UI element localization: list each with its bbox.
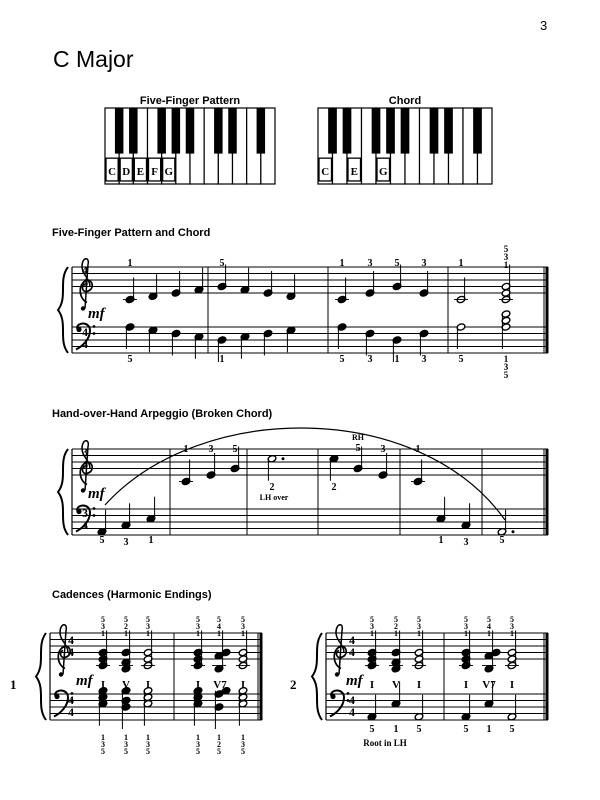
time-sig-bottom: 4: [68, 705, 74, 719]
black-key: [186, 108, 195, 154]
finger-number: 5: [217, 615, 221, 624]
finger-number: 5: [124, 747, 128, 756]
finger-number: 2: [124, 622, 128, 631]
black-key: [129, 108, 138, 154]
s1-rh-finger-labels: [128, 244, 509, 270]
roman-numeral: V7: [213, 679, 227, 691]
finger-number: 2: [394, 622, 398, 631]
finger-number: 1: [127, 258, 133, 269]
black-key: [430, 108, 439, 154]
finger-number: 5: [509, 724, 515, 735]
section-title-five-finger: Five-Finger Pattern and Chord: [52, 227, 211, 239]
time-sig-bottom: 4: [349, 705, 355, 719]
finger-number: 2: [217, 740, 221, 749]
finger-number: 5: [101, 747, 105, 756]
finger-number: 1: [464, 629, 468, 638]
finger-number: 1: [503, 354, 509, 364]
finger-number: 5: [394, 258, 400, 269]
finger-number: 3: [417, 622, 421, 631]
roman-numeral: V7: [482, 679, 496, 691]
finger-number: 3: [123, 537, 129, 548]
five-finger-pattern-label: Five-Finger Pattern: [139, 95, 241, 107]
finger-number: 5: [503, 244, 509, 254]
roman-numeral: I: [369, 679, 375, 691]
key-note-label: F: [151, 165, 158, 178]
finger-number: 1: [415, 444, 421, 455]
finger-number: 1: [217, 629, 221, 638]
time-sig-top: 4: [82, 263, 88, 277]
finger-number: 5: [196, 747, 200, 756]
finger-number: 3: [367, 258, 373, 269]
page-number: 3: [540, 18, 548, 33]
finger-number: 1: [503, 260, 509, 270]
finger-number: 1: [146, 629, 150, 638]
finger-number: 5: [99, 535, 105, 546]
finger-number: 5: [510, 615, 514, 624]
dot: [282, 457, 285, 460]
finger-number: 5: [464, 615, 468, 624]
final-bar-thick: [546, 267, 549, 353]
finger-number: 3: [241, 740, 245, 749]
time-sig-top: 4: [68, 633, 74, 647]
finger-number: 4: [487, 622, 491, 631]
finger-number: 3: [421, 354, 427, 365]
root-in-lh-label: Root in LH: [363, 738, 407, 748]
finger-number: 1: [148, 535, 154, 546]
finger-number: 1: [393, 724, 399, 735]
finger-number: 5: [196, 615, 200, 624]
finger-number: 5: [217, 747, 221, 756]
finger-number: 3: [196, 740, 200, 749]
dynamic-mf: mf: [346, 673, 363, 689]
finger-number: 3: [367, 354, 373, 365]
dynamic-mf: mf: [76, 673, 93, 689]
finger-number: 3: [101, 740, 105, 749]
chord-label: Chord: [388, 95, 422, 107]
finger-number: 1: [417, 629, 421, 638]
time-sig-top: 4: [68, 693, 74, 707]
finger-number: 3: [380, 444, 386, 455]
finger-number: 3: [124, 740, 128, 749]
finger-number: 1: [510, 629, 514, 638]
cadence-2-labels: [363, 615, 514, 748]
finger-number: 5: [503, 370, 509, 380]
brace: [58, 449, 68, 535]
finger-number: 3: [503, 362, 509, 372]
finger-number: 1: [458, 258, 464, 269]
finger-number: 5: [417, 615, 421, 624]
key-note-label: D: [122, 165, 131, 178]
example-number: 1: [10, 677, 17, 692]
time-sig-top: 3: [82, 445, 88, 459]
finger-number: 5: [101, 615, 105, 624]
roman-numeral: I: [195, 679, 201, 691]
roman-numeral: V: [392, 679, 400, 691]
black-key: [372, 108, 381, 154]
finger-number: 1: [124, 629, 128, 638]
finger-number: 3: [464, 622, 468, 631]
black-key: [401, 108, 410, 154]
finger-number: 3: [370, 622, 374, 631]
lh-over-finger: 2: [331, 482, 337, 493]
time-sig-bottom: 4: [349, 645, 355, 659]
finger-number: 1: [394, 354, 400, 365]
time-sig-top: 3: [82, 506, 88, 520]
finger-number: 1: [339, 258, 345, 269]
black-key: [343, 108, 352, 154]
finger-number: 5: [146, 747, 150, 756]
finger-number: 5: [219, 258, 225, 269]
finger-number: 5: [124, 615, 128, 624]
s1-lh-finger-labels: [128, 354, 509, 380]
roman-numeral: I: [240, 679, 246, 691]
finger-number: 3: [146, 622, 150, 631]
key-note-label: G: [378, 165, 388, 178]
five-finger-system: [58, 259, 549, 362]
finger-number: 5: [232, 444, 238, 455]
final-bar-thick: [546, 633, 549, 720]
finger-number: 5: [487, 615, 491, 624]
finger-number: 1: [183, 444, 189, 455]
finger-number: 3: [146, 740, 150, 749]
key-note-label: G: [164, 165, 174, 178]
cadence-1-labels: [101, 615, 245, 756]
finger-number: 1: [394, 629, 398, 638]
key-note-label: C: [321, 165, 330, 178]
black-key: [257, 108, 266, 154]
black-key: [115, 108, 124, 154]
roman-numeral: I: [509, 679, 515, 691]
lh-over-finger: 2: [269, 482, 275, 493]
dynamic-mf: mf: [88, 306, 105, 322]
finger-number: 5: [127, 354, 133, 365]
finger-number: 3: [510, 622, 514, 631]
finger-number: 1: [241, 733, 245, 742]
black-key: [386, 108, 395, 154]
dot: [512, 530, 515, 533]
finger-number: 1: [101, 629, 105, 638]
chord-keyboard: [318, 108, 492, 184]
finger-number: 3: [503, 252, 509, 262]
roman-numeral: I: [463, 679, 469, 691]
finger-number: 1: [217, 733, 221, 742]
finger-number: 3: [208, 444, 214, 455]
black-key: [444, 108, 453, 154]
finger-number: 3: [101, 622, 105, 631]
time-sig-top: 4: [82, 325, 88, 339]
black-key: [473, 108, 482, 154]
page-title: C Major: [53, 46, 134, 72]
time-sig-bottom: 4: [82, 518, 88, 532]
treble-clef: [334, 625, 346, 677]
brace: [312, 633, 322, 720]
black-key: [172, 108, 181, 154]
finger-number: 1: [438, 535, 444, 546]
finger-number: 5: [241, 615, 245, 624]
roman-numeral: I: [100, 679, 106, 691]
lh-over-label: LH over: [259, 493, 289, 502]
finger-number: 5: [355, 443, 361, 454]
finger-number: 1: [486, 724, 492, 735]
finger-number: 1: [487, 629, 491, 638]
brace: [58, 267, 68, 353]
finger-number: 1: [370, 629, 374, 638]
finger-number: 5: [458, 354, 464, 365]
finger-number: 5: [241, 747, 245, 756]
black-key: [328, 108, 337, 154]
key-note-label: E: [350, 165, 358, 178]
finger-number: 5: [339, 354, 345, 365]
finger-number: 1: [219, 354, 225, 365]
time-sig-top: 4: [349, 693, 355, 707]
finger-number: 5: [499, 535, 505, 546]
finger-number: 5: [394, 615, 398, 624]
black-key: [214, 108, 223, 154]
s2-lh-finger-labels: [100, 535, 505, 548]
key-note-label: E: [136, 165, 145, 178]
finger-number: 5: [369, 724, 375, 735]
finger-number: 1: [124, 733, 128, 742]
finger-number: 3: [421, 258, 427, 269]
roman-numeral: I: [416, 679, 422, 691]
finger-number: 5: [416, 724, 422, 735]
finger-number: 1: [101, 733, 105, 742]
five-finger-keyboard: [105, 108, 275, 184]
final-bar-thick: [260, 633, 263, 720]
finger-number: 5: [370, 615, 374, 624]
finger-number: 3: [241, 622, 245, 631]
finger-number: 5: [463, 724, 469, 735]
section-title-cadences: Cadences (Harmonic Endings): [52, 589, 212, 601]
finger-number: 3: [196, 622, 200, 631]
time-sig-bottom: 4: [82, 275, 88, 289]
s2-rh-finger-labels: [184, 433, 421, 455]
key-note-label: C: [108, 165, 117, 178]
rh-label: RH: [352, 433, 364, 442]
black-key: [157, 108, 166, 154]
finger-number: 1: [146, 733, 150, 742]
time-sig-bottom: 4: [82, 457, 88, 471]
section-title-arpeggio: Hand-over-Hand Arpeggio (Broken Chord): [52, 408, 273, 420]
final-bar-thick: [546, 449, 549, 535]
brace: [36, 633, 46, 720]
finger-number: 1: [196, 733, 200, 742]
time-sig-top: 4: [349, 633, 355, 647]
time-sig-bottom: 4: [82, 337, 88, 351]
time-sig-bottom: 4: [68, 645, 74, 659]
finger-number: 4: [217, 622, 221, 631]
arpeggio-system: [58, 441, 549, 536]
black-key: [228, 108, 237, 154]
example-number: 2: [290, 677, 297, 692]
finger-number: 1: [196, 629, 200, 638]
finger-number: 5: [146, 615, 150, 624]
finger-number: 3: [463, 537, 469, 548]
roman-numeral: I: [145, 679, 151, 691]
roman-numeral: V: [122, 679, 130, 691]
finger-number: 1: [241, 629, 245, 638]
dynamic-mf: mf: [88, 486, 105, 502]
